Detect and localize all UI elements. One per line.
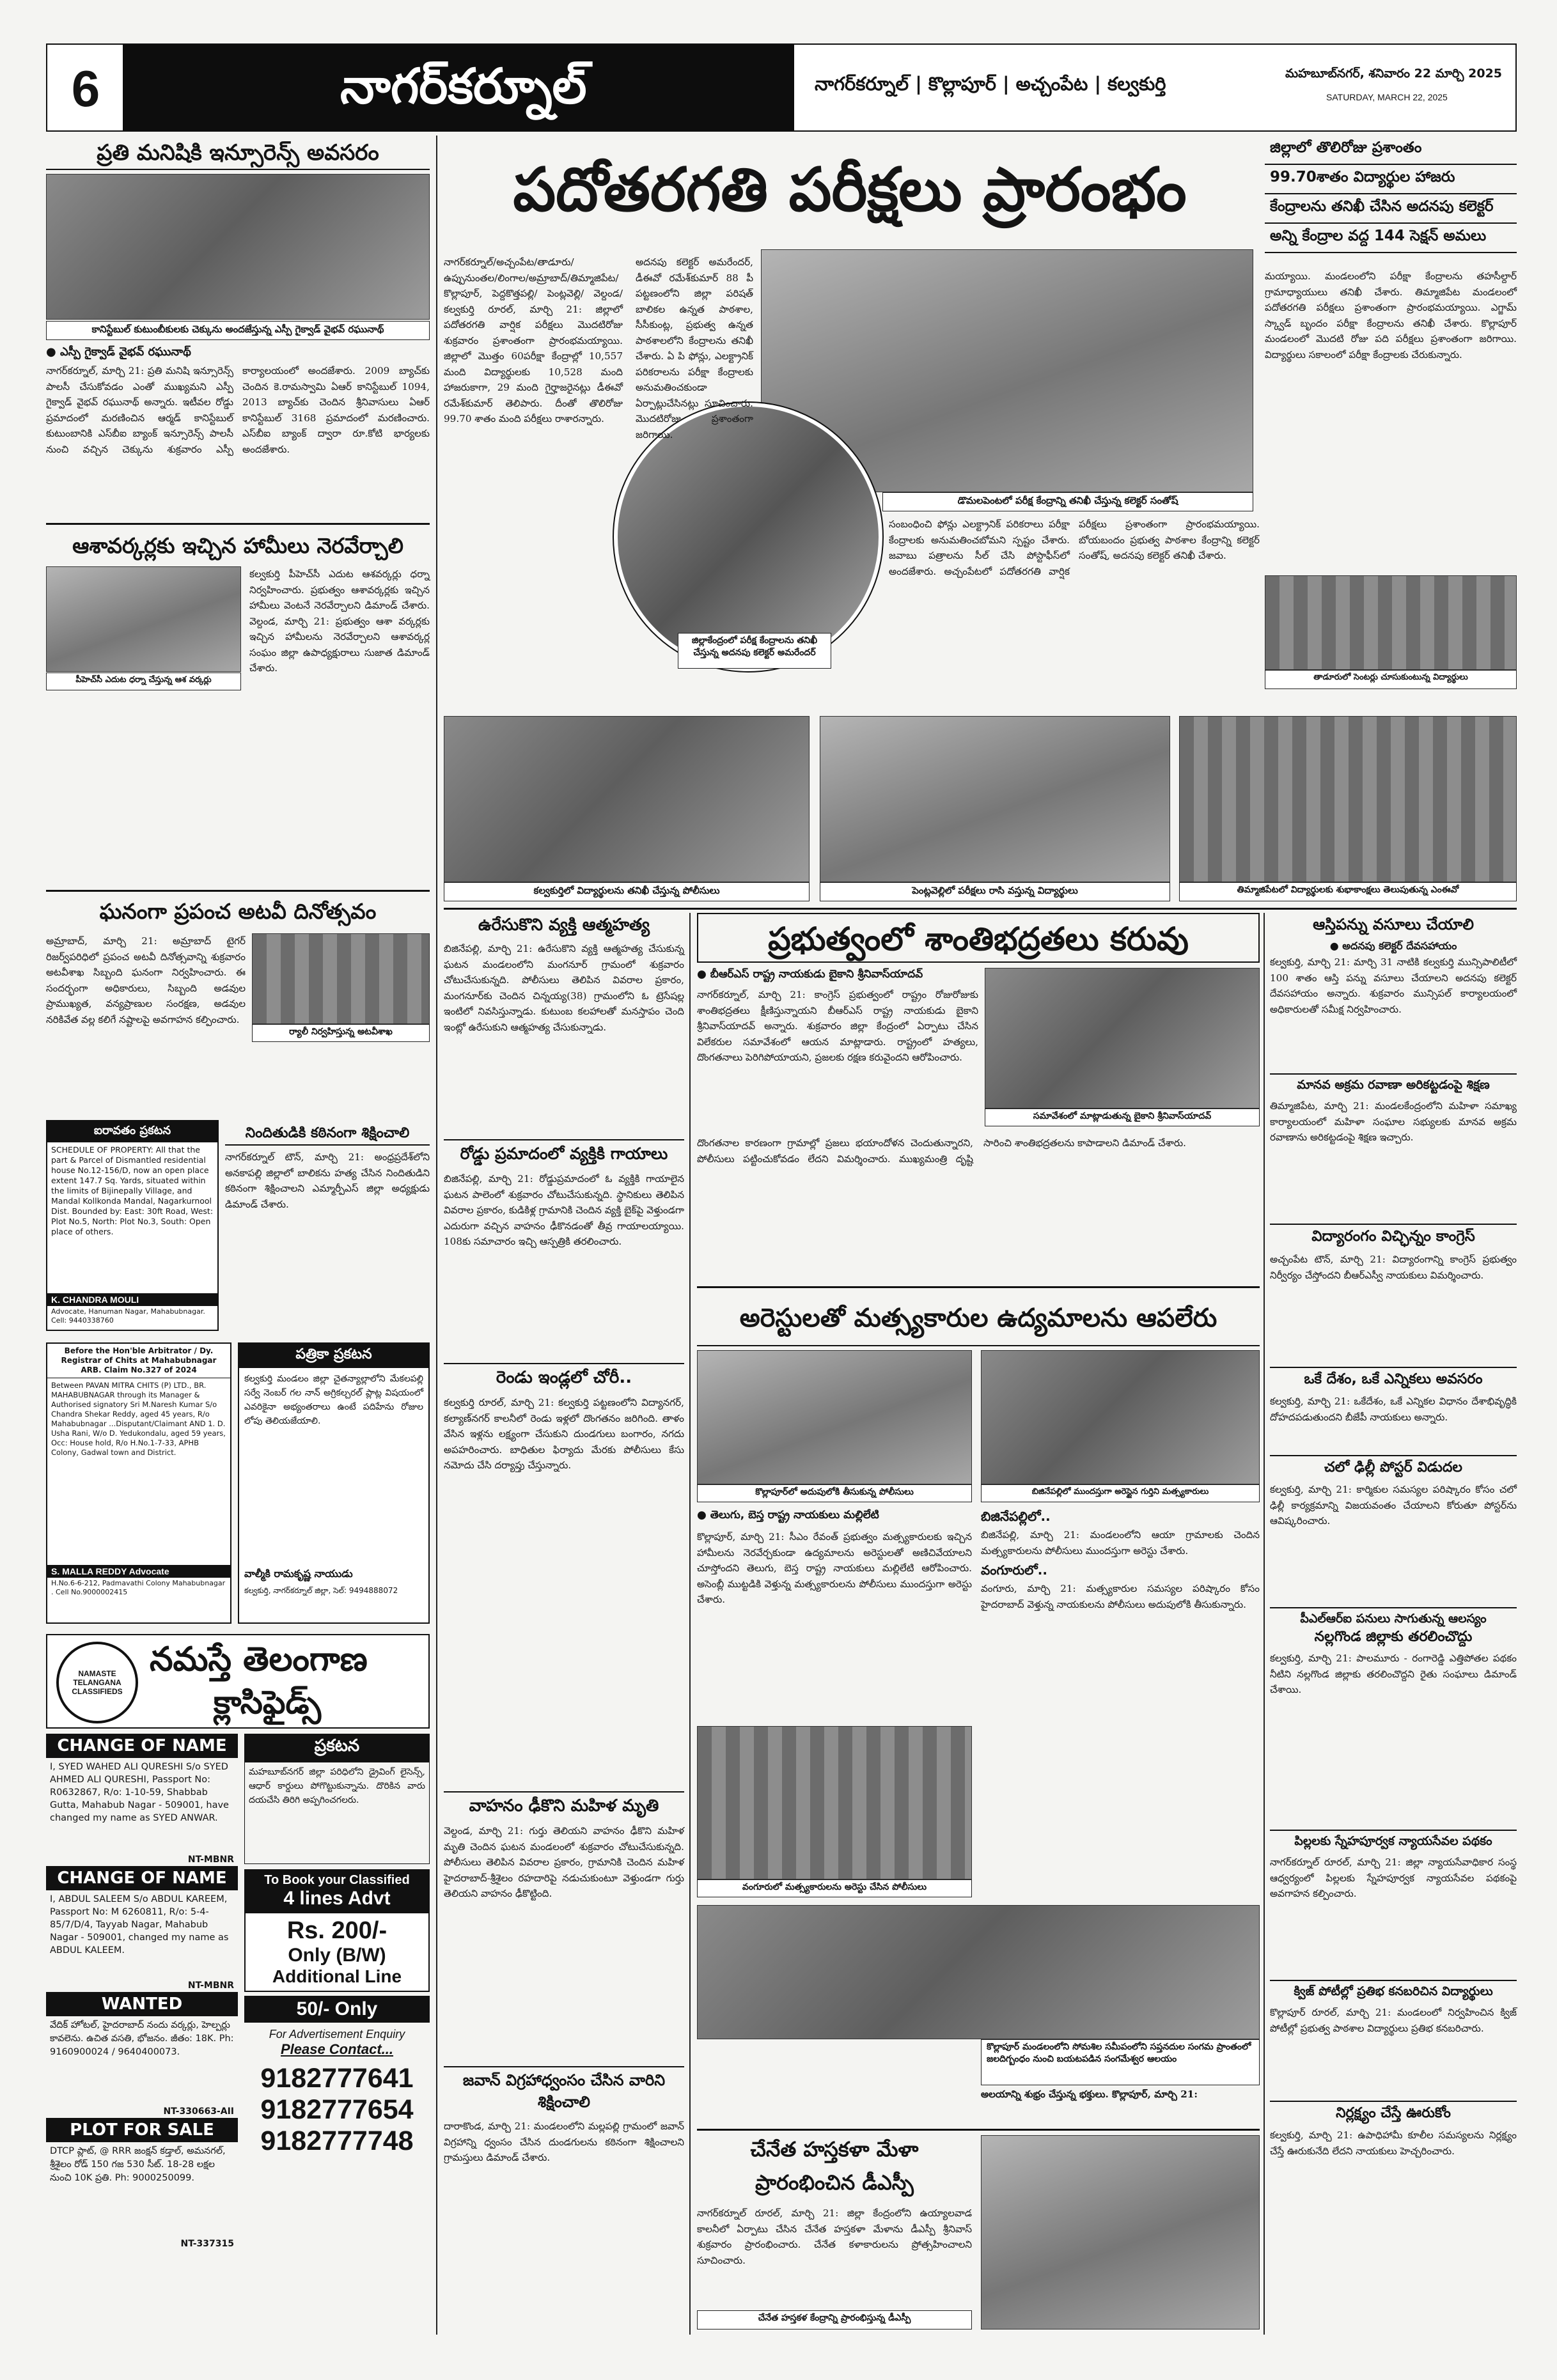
headline: నిందితుడికి కఠినంగా శిక్షించాలి xyxy=(225,1120,430,1146)
patrika-sign-sub: కల్వకుర్తి, నాగర్‌కర్నూల్ జిల్లా, సెల్: 9494888072 xyxy=(244,1586,398,1595)
s4-body: వెల్దండ, మార్చి 21: గుర్తు తెలియని వాహనం ఢీకొని మహిళ మృతి చెందిన ఘటన మండలంలో శుక్రవారం చోటుచేసుకున్నది. పోలీసులు తెలిపిన వివరాల ప్రకారం, గ్రామానికి చెందిన మహిళ హైదరాబాద్-శ్రీశైలం రహదారిపై నడుచుకుంటూ వెళ్తుండగా గుర్తు తెలియని వాహనం ఢీకొట్టింది. xyxy=(444,1825,684,1899)
price-box xyxy=(244,1913,430,1992)
change1-tag: NT-MBNR xyxy=(187,1855,234,1865)
contact: Please Contact... xyxy=(280,2041,394,2057)
s3-body: కల్వకుర్తి రూరల్, మార్చి 21: కల్వకుర్తి పట్టణంలోని విద్యానగర్, కల్యాణ్‌నగర్ కాలనీలో రెండు ఇళ్లలో దొంగతనం జరిగింది. తాళం వేసిన ఇళ్లను లక్ష్యంగా చేసుకుని దుండగులు బంగారం, నగదు అపహరించారు. బాధితుల ఫిర్యాదు మేరకు పోలీసులు కేసు నమోదు చేసి దర్యాప్తు చేస్తున్నారు. xyxy=(444,1397,684,1471)
lead-body-col2: సంబంధించి ఫోన్లు ఎలక్ట్రానిక్ పరికరాలు పరీక్షా కేంద్రాలకు అనుమతించబోమని స్పష్టం చేశారు. జవాబు పత్రాలను సీల్ చేసి పోస్టాఫీస్‌లో అందజేశారు. అచ్చంపేటలో పదోతరగతి వార్షిక పరీక్షలు ప్రశాంతంగా ప్రారంభమయ్యాయి. బోయబందం ప్రభుత్వ పాఠశాల కేంద్రాన్ని కలెక్టర్ సంతోష్, అదనపు కలెక్టర్ తనిఖీ చేశారు. xyxy=(889,518,1260,577)
classifieds-logo xyxy=(56,1642,138,1723)
lead-dateline: నాగర్‌కర్నూల్/అచ్చంపేట/తాడూరు/ఉప్పునుంతల/లింగాల/అమ్రాబాద్/తిమ్మాజిపేట/కొల్లాపూర్, పెద్దకొత్తపల్లి/ పెంట్లవెల్లి/ వెల్దండ/కల్వకుర్తి రూరల్, మార్చి 21: జిల్లాలో పదోతరగతి వార్షిక పరీక్షలు మొదటిరోజు శుక్రవారం ప్రశాంతంగా ప్రారంభమయ్యాయి. జిల్లాలో మొత్తం 60పరీక్షా కేంద్రాల్లో 10,557 మంది విద్యార్థులకు 10,528 మంది హాజరుకాగా, 29 మంది గైర్హాజరైనట్లు డీఈవో రమేశ్‌కుమార్ తెలిపారు. దీంతో తొలిరోజు 99.70 శాతం మంది పరీక్షలు రాశారన్నారు. xyxy=(444,256,623,424)
patrika-sign: వాల్మీకి రామకృష్ణ నాయుడు xyxy=(244,1567,353,1580)
r-s6-sub: నల్లగొండ జిల్లాకు తరలించొద్దు xyxy=(1314,1629,1473,1645)
book-line2: 4 lines Advt xyxy=(283,1888,391,1909)
wanted-head: WANTED xyxy=(46,1992,238,2016)
temple-caption: కొల్లాపూర్ మండలంలోని సోమశిల సమీపంలోని సప్తనదుల సంగమ ప్రాంతంలో జలదిగ్బంధం నుంచి బయటపడిన సంగమేశ్వర ఆలయం xyxy=(981,2039,1260,2085)
booking-box xyxy=(244,1869,430,1913)
classifieds-left-col xyxy=(46,1734,238,2335)
lead-caption-4: కల్వకుర్తిలో విద్యార్థులను తనిఖీ చేస్తున్న పోలీసులు xyxy=(444,882,810,901)
s3-headline: రెండు ఇండ్లలో చోరీ.. xyxy=(444,1363,684,1395)
r-s9-headline: నిర్లక్ష్యం చేస్తే ఊరుకోం xyxy=(1270,2101,1517,2127)
sub2-head: వంగూరులో.. xyxy=(981,1562,1047,1578)
r-s3-headline: విద్యారంగం విచ్ఛిన్నం కాంగ్రెస్ xyxy=(1270,1224,1517,1252)
photo-caption: పీహెచ్‌సీ ఎదుట ధర్నా చేస్తున్న ఆశ వర్కర్లు xyxy=(46,673,241,690)
enquiry: For Advertisement Enquiry xyxy=(269,2028,405,2041)
r-s6-body: కల్వకుర్తి, మార్చి 21: పాలమూరు - రంగారెడ్డి ఎత్తిపోతల పథకం నీటిని నల్లగొండ జిల్లాకు తరలించొద్దని రైతు సంఘాలు డిమాండ్ చేశాయి. xyxy=(1270,1653,1517,1695)
r-s5-body: కల్వకుర్తి, మార్చి 21: కార్మికుల సమస్యల పరిష్కారం కోసం చలో ఢిల్లీ కార్యక్రమాన్ని విజయవంతం చేయాలని కోరుతూ పోస్టర్‌ను ఆవిష్కరించారు. xyxy=(1270,1484,1517,1527)
headline: ఆశావర్కర్లకు ఇచ్చిన హామీలు నెరవేర్చాలి xyxy=(72,533,403,558)
brand-title: నమస్తే తెలంగాణ xyxy=(150,1640,368,1679)
book-line1: To Book your Classified xyxy=(264,1873,410,1887)
price1: Rs. 200/- xyxy=(286,1917,387,1944)
r-s4-headline: ఒకే దేశం, ఒకే ఎన్నికలు అవసరం xyxy=(1270,1367,1517,1394)
shanti-byline: ● బీఆర్‌ఎస్ రాష్ట్ర నాయకుడు బైకాని శ్రీనివాస్‌యాదవ్ xyxy=(697,968,923,981)
r-s1-headline: ఆస్తిపన్ను వసూలు చేయాలి xyxy=(1313,915,1474,933)
mid-column xyxy=(444,913,684,2335)
sub2-body: వంగూరు, మార్చి 21: మత్స్యకారుల సమస్యల పరిష్కారం కోసం హైదరాబాద్ వెళ్తున్న నాయకులను పోలీసులు అదుపులోకి తీసుకున్నారు. xyxy=(981,1583,1260,1610)
arrest-body-right xyxy=(981,1509,1260,1721)
phone-3: 9182777748 xyxy=(260,2126,414,2156)
right-column xyxy=(1270,913,1517,2335)
arrest-photo-3 xyxy=(697,1726,972,1879)
r-s1-byline: ● అదనపు కలెక్టర్ దేవసహాయం xyxy=(1329,940,1457,952)
chenetha-photo xyxy=(981,2135,1260,2329)
arrest-photo-1 xyxy=(697,1350,972,1484)
lead-caption-2: జిల్లాకేంద్రంలో పరీక్ష కేంద్రాలను తనిఖీ చేస్తున్న అదనపు కలెక్టర్ అమరేందర్ xyxy=(678,633,831,669)
plot-body: DTCP ప్లాట్, @ RRR జంక్షన్ కడ్తాల్, అమనగల్, శ్రీశైలం రోడ్ 150 గజ 530 సీట్. 18-28 లక్షల నుంచి 10K ప్రతి. Ph: 9000250099. xyxy=(50,2146,226,2183)
photo-caption: ర్యాలీ నిర్వహిస్తున్న అటవీశాఖ xyxy=(252,1024,430,1042)
arb-sign: S. MALLA REDDY Advocate xyxy=(47,1565,230,1578)
price1-sub: Only (B/W) xyxy=(288,1945,386,1966)
arb-sign-sub: H.No.6-6-212, Padmavathi Colony Mahabubnagar . Cell No.9000002415 xyxy=(51,1579,226,1596)
wanted-body: వేదిక్ హోటల్, హైదరాబాద్ నందు వర్కర్లు, హెల్పర్లు కావలెను. ఉచిత వసతి, భోజనం. జీతం: 18K. Ph: 9160900024 / 9640400073. xyxy=(50,2020,234,2057)
date-telugu: మహబూబ్‌నగర్, శనివారం 22 మార్చి 2025 xyxy=(1285,66,1503,81)
date-english: SATURDAY, MARCH 22, 2025 xyxy=(1326,92,1448,102)
legal-notice-box xyxy=(46,1120,219,1331)
shanti-headline: ప్రభుత్వంలో శాంతిభద్రతలు కరువు xyxy=(697,913,1260,963)
chenetha-headline: చేనేత హస్తకళా మేళా ప్రారంభించిన డీఎస్పీ xyxy=(750,2137,919,2195)
headline: ప్రతి మనిషికి ఇన్సూరెన్స్ అవసరం xyxy=(46,136,430,170)
lead-caption-1: డొమలపెంటలో పరీక్ష కేంద్రాన్ని తనిఖీ చేస్తున్న కలెక్టర్ సంతోష్ xyxy=(882,492,1253,511)
lead-photo-thimmajipet xyxy=(1179,716,1517,882)
bullet-3: కేంద్రాలను తనిఖీ చేసిన అదనపు కలెక్టర్ xyxy=(1265,194,1517,224)
bullet-4: అన్ని కేంద్రాల వద్ద 144 సెక్షన్ అమలు xyxy=(1265,224,1517,253)
lead-photo-taduru xyxy=(1265,575,1517,670)
lead-body-right: మయ్యాయి. మండలంలోని పరీక్షా కేంద్రాలను తహసీల్దార్ గ్రామాధ్యాయులు తనిఖీ చేశారు. తిమ్మాజిపేట మండలంలో పదోతరగతి పరీక్షలు ప్రశాంతంగా ప్రారంభమయ్యాయి. ఎగ్జామ్ స్క్వాడ్ బృందం పరీక్షా కేంద్రాలను తనిఖీ చేశారు. కొల్లాపూర్ మండలంలో మొదటి రోజు పది పరీక్షలు ప్రశాంతంగా జరిగాయి. విద్యార్థులు సకాలంలో పరీక్షా కేంద్రాలకు చేరుకున్నారు. xyxy=(1265,270,1517,361)
patrika-head: పత్రికా ప్రకటన xyxy=(239,1344,428,1368)
brand-sub: క్లాసిఫైడ్స్ xyxy=(214,1684,322,1721)
phone-1: 9182777641 xyxy=(260,2063,414,2094)
arrest-byline: ● తెలుగు, బెస్త రాష్ట్ర నాయకులు మల్లిలేటి xyxy=(697,1509,879,1521)
logo-text: NAMASTE TELANGANA CLASSIFIEDS xyxy=(72,1669,123,1696)
change1-head: CHANGE OF NAME xyxy=(46,1734,238,1758)
lead-caption-6: తిమ్మాజిపేటలో విద్యార్థులకు శుభాకాంక్షలు తెలుపుతున్న ఎంఈవో xyxy=(1179,882,1517,901)
notice-body: SCHEDULE OF PROPERTY: All that the part & Parcel of Dismantled residential house No.12-156/D, now an open place extent 147.7 Sq. Yards, situated within the limits of Bijinepally Village, and Mandal Kollkonda Mandal, Nagarkurnool Dist. Bounded by: East: 30ft Road, West: Plot No.5, North: Plot No.3, South: Open place of others. xyxy=(51,1145,214,1236)
body: నాగర్‌కర్నూల్, మార్చి 21: ప్రతి మనిషి ఇన్సూరెన్స్ పాలసీ చేసుకోవడం ఎంతో ముఖ్యమని ఎస్పీ గైక్వాడ్ వైభవ్ రఘునాథ్ అన్నారు. ఇటీవల రోడ్డు ప్రమాదంలో మరణించిన ఆర్మడ్ కానిస్టేబుల్ కుటుంబానికి ఎస్‌బీఐ బ్యాంక్ ఇన్సూరెన్స్ పాలసీ నుంచి వచ్చిన చెక్కును శుక్రవారం ఎస్పీ కార్యాలయంలో అందజేశారు. 2009 బ్యాచ్‌కు చెందిన కె.రామస్వామి ఏఆర్ కానిస్టేబుల్ 1094, 2013 బ్యాచ్‌కు చెందిన శ్రీనివాసులు ఏఆర్ కానిస్టేబుల్ 3168 ప్రమాదంలో మరణించారు. ఎస్‌బీఐ బ్యాంక్ ద్వారా రూ.కోటి భార్యలకు అందజేశారు. xyxy=(46,365,430,455)
r-s9-body: కల్వకుర్తి, మార్చి 21: ఉపాధిహామీ కూలీల సమస్యలను నిర్లక్ష్యం చేస్తే ఊరుకునేది లేదని నాయకులు హెచ్చరించారు. xyxy=(1270,2129,1517,2157)
story-forest-day xyxy=(46,894,430,1117)
arrest-headline: అరెస్టులతో మత్స్యకారుల ఉద్యమాలను ఆపలేరు xyxy=(697,1290,1260,1346)
body: నాగర్‌కర్నూల్ టౌన్, మార్చి 21: అంధ్రప్రదేశ్‌లోని అనకాపల్లి జిల్లాలో బాలికను హత్య చేసిన నిందితుడిని కఠినంగా శిక్షించాలని ఎమ్మార్పీఎస్ జిల్లా అధ్యక్షుడు డిమాండ్ చేశారు. xyxy=(225,1151,430,1210)
lead-photo-pentlavelli xyxy=(820,716,1170,882)
byline: ● ఎస్పీ గైక్వాడ్ వైభవ్ రఘునాథ్ xyxy=(46,345,191,359)
patrika-body: కల్వకుర్తి మండలం జిల్లా చైతన్యాల్లాలోని మేకలపల్లి సర్వే నెంబర్ గల నాన్ అగ్రికల్చరల్ ప్లాట్ల విషయంలో ఎవరికైనా అభ్యంతరాలు ఉంటే పదిహేను రోజుల లోపు తెలియజేయాలి. xyxy=(244,1374,423,1426)
temple-body: అలయాన్ని శుభ్రం చేస్తున్న భక్తులు. కొల్లాపూర్, మార్చి 21: xyxy=(981,2088,1198,2100)
s2-body: బిజినేపల్లి, మార్చి 21: రోడ్డుప్రమాదంలో ఓ వ్యక్తికి గాయాలైన ఘటన పాలెంలో శుక్రవారం చోటుచేసుకున్నది. స్థానికులు తెలిపిన వివరాల ప్రకారం, కుడికిళ్ల గ్రామానికి చెందిన వ్యక్తి బైక్‌పై వెళ్తుండగా ఎదురుగా వచ్చిన వాహనం ఢీకొనడంతో తీవ్ర గాయాలయ్యాయి. 108కు సమాచారం ఇచ్చి ఆస్పత్రికి తరలించారు. xyxy=(444,1173,684,1247)
section-title: నాగర్‌కర్నూల్ xyxy=(340,58,587,114)
arrest-body: కొల్లాపూర్, మార్చి 21: సీఎం రేవంత్ ప్రభుత్వం మత్స్యకారులకు ఇచ్చిన హామీలను నెరవేర్చకుండా ఉద్యమాలను అరెస్టులతో అణిచివేయాలని చూస్తోందని తెలుగు, బెస్త రాష్ట్ర నాయకులు మల్లిలేటి ఆరోపించారు. అసెంబ్లీ ముట్టడికి వెళ్తున్న మత్స్యకారులను పోలీసులు ముందస్తుగా అరెస్టు చేశారు. xyxy=(697,1531,972,1605)
lead-caption-3: తాడూరులో సెంటర్లు చూసుకుంటున్న విద్యార్థులు xyxy=(1265,670,1517,689)
s5-body: దారాకొండ, మార్చి 21: మండలంలోని మల్లపల్లి గ్రామంలో జవాన్ విగ్రహాన్ని ధ్వంసం చేసిన దుండగులను కఠినంగా శిక్షించాలని గ్రామస్తులు డిమాండ్ చేశారు. xyxy=(444,2120,684,2163)
plot-tag: NT-337315 xyxy=(180,2239,234,2249)
change2-head: CHANGE OF NAME xyxy=(46,1866,238,1890)
s1-body: బిజినేపల్లి, మార్చి 21: ఉరేసుకొని వ్యక్తి ఆత్మహత్య చేసుకున్న ఘటన మండలంలోని మంగనూర్ గ్రామంలో శుక్రవారం చోటుచేసుకున్నది. పోలీసులు తెలిపిన వివరాల ప్రకారం, మంగనూర్‌కు చెందిన చిన్నయ్య(38) గ్రామంలోని ఓ ట్రెసేషల్ల ఇంటిలో నివసిస్తున్నాడు. కుటుంబ కలహాలతో మనస్తాపం చెంది ఇంట్లో ఉరేసుకుని ఆత్మహత్య చేసుకున్నాడు. xyxy=(444,943,684,1033)
dharna-photo xyxy=(46,566,241,672)
body: కల్వకుర్తి పీహెచ్‌సీ ఎదుట ఆశవర్కర్లు ధర్నా నిర్వహించారు. ప్రభుత్వం ఆశావర్కర్లకు ఇచ్చిన హామీలు వెంటనే నెరవేర్చాలని డిమాండ్ చేశారు. వెల్దండ, మార్చి 21: ప్రభుత్వం ఆశా వర్కర్లకు ఇచ్చిన హామీలను నెరవేర్చాలని ఆశావర్కర్ల సంఘం జిల్లా ఉపాధ్యక్షురాలు సుజాత డిమాండ్ చేశారు. xyxy=(249,568,430,674)
s1-headline: ఉరేసుకొని వ్యక్తి ఆత్మహత్య xyxy=(478,915,650,935)
shanti-caption: సమావేశంలో మాట్లాడుతున్న బైకాని శ్రీనివాస్‌యాదవ్ xyxy=(985,1108,1260,1126)
rally-photo xyxy=(252,933,430,1024)
lead-bullets xyxy=(1265,136,1517,263)
body: అమ్రాబాద్, మార్చి 21: అమ్రాబాద్ టైగర్ రిజర్వ్‌పరిధిలో ప్రపంచ అటవీ దినోత్సవాన్ని శుక్రవారం అటవీశాఖ సిబ్బంది ఘనంగా నిర్వహించారు. ఈ సందర్భంగా అధికారులు, సిబ్బంది అడవుల ప్రాముఖ్యత, వన్యప్రాణుల సంరక్షణ, అడవుల నరికివేత వల్ల కలిగే నష్టాలపై అవగాహన కల్పించారు. xyxy=(46,935,246,1025)
page-number: 6 xyxy=(71,60,100,117)
prakatana-body: మహబూబ్‌నగర్ జిల్లా పరిధిలోని డ్రైవింగ్ లైసెన్స్, ఆధార్ కార్డులు పోగొట్టుకున్నాను. దొరికిన వారు దయచేసి తిరిగి అప్పగించగలరు. xyxy=(244,1762,430,1864)
patrika-notice xyxy=(238,1342,430,1624)
story-asha-workers xyxy=(46,528,430,886)
r-s2-body: తిమ్మాజిపేట, మార్చి 21: మండలకేంద్రంలోని మహిళా సమాఖ్య కార్యాలయంలో మహిళా సంఘాల సభ్యులకు మానవ అక్రమ రవాణాను అరికట్టడంపై శిక్షణ ఇచ్చారు. xyxy=(1270,1100,1517,1143)
s4-headline: వాహనం ఢీకొని మహిళ మృతి xyxy=(444,1791,684,1823)
change2-tag: NT-MBNR xyxy=(187,1980,234,1991)
r-s3-body: అచ్చంపేట టౌన్, మార్చి 21: విద్యారంగాన్ని కాంగ్రెస్ ప్రభుత్వం నిర్వీర్యం చేస్తోందని బీఆర్‌ఎస్వీ నాయకులు విమర్శించారు. xyxy=(1270,1254,1517,1281)
plot-head: PLOT FOR SALE xyxy=(46,2118,238,2142)
arrest-caption-2: బిజినేపల్లిలో ముందస్తుగా అరెస్టైన గుర్తిని మత్స్యకారులు xyxy=(981,1484,1260,1502)
arb-body: Between PAVAN MITRA CHITS (P) LTD., BR. MAHABUBNAGAR through its Manager & Authorised signatory Sri M.Naresh Kumar S/o Chandra Shekar Reddy, aged 45 years, R/o Mahabubnagar ...Disputant/Claimant AND 1. D. Usha Rani, W/o D. Yedukondalu, aged 59 years, Occ: House hold, R/o H.No.1-7-33, APHB Colony, Gadwal town and District. xyxy=(51,1381,226,1457)
classifieds-banner xyxy=(46,1634,430,1729)
photo-caption: కానిస్టేబుల్ కుటుంబీకులకు చెక్కును అందజేస్తున్న ఎస్పీ గైక్వాడ్ వైభవ్ రఘునాథ్ xyxy=(46,321,430,340)
r-s4-body: కల్వకుర్తి, మార్చి 21: ఒకేదేశం, ఒకే ఎన్నికల విధానం దేశాభివృద్ధికి దోహదపడుతుందని బీజేపీ నాయకులు అన్నారు. xyxy=(1270,1396,1517,1423)
notice-sign: K. CHANDRA MOULI xyxy=(47,1293,217,1306)
masthead xyxy=(46,43,1517,132)
lead-body-mid: అదనపు కలెక్టర్ అమరేందర్, డీఈవో రమేశ్‌కుమార్ 88 పీ పట్టణంలోని జిల్లా పరిషత్ బాలికల ఉన్నత పాఠశాల, సీసీకుంట్ల, ప్రభుత్వ ఉన్నత పాఠశాలలోని కేంద్రాలను తనిఖీ చేశారు. ఏ పి ఫోన్లు, ఎలక్ట్రానిక్ పరికరాలను పరీక్షా కేంద్రాలకు అనుమతించకుండా ఏర్పాట్లుచేసినట్లు సూచించారు. మొదటిరోజు ప్రశాంతంగా జరిగాయి. xyxy=(636,256,753,440)
headline: ఘనంగా ప్రపంచ అటవీ దినోత్సవం xyxy=(99,899,377,924)
notice-sign-sub: Advocate, Hanuman Nagar, Mahabubnagar. Cell: 9440338760 xyxy=(51,1307,205,1325)
temple-photo xyxy=(697,1905,1260,2039)
chenetha-caption: చేనేత హస్తకళ కేంద్రాన్ని ప్రారంభిస్తున్న డీఎస్పీ xyxy=(697,2310,972,2329)
arrest-caption-3: వంగూరులో మత్స్యకారులను అరెస్టు చేసిన పోలీసులు xyxy=(697,1879,972,1897)
notice-head: ఐరావతం ప్రకటన xyxy=(47,1121,217,1142)
change2-body: I, ABDUL SALEEM S/o ABDUL KAREEM, Passport No: M 6260811, R/o: 5-4-85/7/D/4, Tayyab Nagar, Mahabub Nagar - 509001, changed my name as ABDUL KALEEM. xyxy=(50,1894,229,1956)
story-justice xyxy=(225,1120,430,1331)
bullet-1: జిల్లాలో తొలిరోజు ప్రశాంతం xyxy=(1265,136,1517,165)
r-s6-headline: పీఎల్‌ఆర్‌ఐ పనులు సాగుతున్న ఆలస్యం xyxy=(1270,1607,1517,1629)
sub1-head: బిజినేపల్లిలో.. xyxy=(981,1509,1051,1524)
arrest-photo-2 xyxy=(981,1350,1260,1484)
r-s2-headline: మానవ అక్రమ రవాణా అరికట్టడంపై శిక్షణ xyxy=(1270,1073,1517,1098)
cheque-photo xyxy=(46,174,430,320)
district-list: నాగర్‌కర్నూల్ | కొల్లాపూర్ | అచ్చంపేట | కల్వకుర్తి xyxy=(815,73,1166,95)
r-s5-headline: చలో ఢిల్లీ పోస్టర్ విడుదల xyxy=(1270,1455,1517,1482)
prakatana-head: ప్రకటన xyxy=(244,1734,430,1762)
section-title-bar xyxy=(123,45,794,130)
bullet-2: 99.70శాతం విద్యార్థుల హాజరు xyxy=(1265,165,1517,194)
lead-headline: పదోతరగతి పరీక్షలు ప్రారంభం xyxy=(513,155,1187,225)
arbitration-notice xyxy=(46,1342,231,1624)
shanti-body: నాగర్‌కర్నూల్, మార్చి 21: కాంగ్రెస్ ప్రభుత్వంలో రాష్ట్రం రోజురోజుకు శాంతిభద్రతలు క్షీణిస్తున్నాయని బీఆర్‌ఎస్ రాష్ట్ర నాయకుడు బైకాని శ్రీనివాస్‌యాదవ్ అన్నారు. శుక్రవారం జిల్లా కేంద్రంలో ఏర్పాటు చేసిన విలేకరుల సమావేశంలో ఆయన మాట్లాడారు. రాష్ట్రంలో హత్యలు, దొంగతనాలు పెరిగిపోయాయని, ప్రజలకు రక్షణ కరువైందని ఆరోపించారు. xyxy=(697,989,978,1063)
r-s8-headline: క్విజ్ పోటీల్లో ప్రతిభ కనబరిచిన విద్యార్థులు xyxy=(1270,1980,1517,2005)
r-s1-body: కల్వకుర్తి, మార్చి 21: మార్చి 31 నాటికి కల్వకుర్తి మున్సిపాలిటీలో 100 శాతం ఆస్తి పన్ను వసూలు చేయాలని అదనపు కలెక్టర్ దేవసహాయం అన్నారు. శుక్రవారం మున్సిపల్ కార్యాలయంలో అధికారులతో సమీక్ష నిర్వహించారు. xyxy=(1270,956,1517,1015)
r-s7-body: నాగర్‌కర్నూల్ రూరల్, మార్చి 21: జిల్లా న్యాయసేవాధికార సంస్థ ఆధ్వర్యంలో పిల్లలకు స్నేహపూర్వక న్యాయసేవల పథకంపై అవగాహన కల్పించారు. xyxy=(1270,1856,1517,1899)
price1-sub2: Additional Line xyxy=(272,1966,402,1986)
story-insurance xyxy=(46,136,430,519)
s5-headline: జవాన్ విగ్రహాధ్వంసం చేసిన వారిని శిక్షించాలి xyxy=(444,2066,684,2119)
phone-2: 9182777654 xyxy=(260,2094,414,2125)
price2: 50/- Only xyxy=(244,1996,430,2023)
wanted-tag: NT-330663-AII xyxy=(163,2106,234,2117)
change1-body: I, SYED WAHED ALI QURESHI S/o SYED AHMED ALI QURESHI, Passport No: R0632867, R/o: 1-10-59, Shabbab Gutta, Mahabub Nagar - 509001, have changed my name as SYED ANWAR. xyxy=(50,1762,229,1823)
lead-caption-5: పెంట్లవెల్లిలో పరీక్షలు రాసి వస్తున్న విద్యార్థులు xyxy=(820,882,1170,901)
r-s7-headline: పిల్లలకు స్నేహపూర్వక న్యాయసేవల పథకం xyxy=(1270,1830,1517,1855)
shanti-photo xyxy=(985,968,1260,1108)
sub1-body: బిజినేపల్లి, మార్చి 21: మండలంలోని ఆయా గ్రామాలకు చెందిన మత్స్యకారులను పోలీసులు ముందస్తుగా అరెస్టు చేశారు. xyxy=(981,1529,1260,1557)
shanti-body2: దొంగతనాల కారణంగా గ్రామాల్లో ప్రజలు భయాందోళన చెందుతున్నారని, పోలీసులు పట్టించుకోవడం లేదని విమర్శించారు. ముఖ్యమంత్రి దృష్టి సారించి శాంతిభద్రతలను కాపాడాలని డిమాండ్ చేశారు. xyxy=(697,1137,1186,1165)
r-s8-body: కొల్లాపూర్ రూరల్, మార్చి 21: మండలంలో నిర్వహించిన క్విజ్ పోటీల్లో ప్రభుత్వ పాఠశాల విద్యార్థులు ప్రతిభ కనబరిచారు. xyxy=(1270,2007,1517,2034)
arrest-caption-1: కొల్లాపూర్‌లో అదుపులోకి తీసుకున్న పోలీసులు xyxy=(697,1484,972,1502)
arb-head: Before the Hon'ble Arbitrator / Dy. Registrar of Chits at Mahabubnagar ARB. Claim No.327 of 2024 xyxy=(47,1344,230,1378)
s2-headline: రోడ్డు ప్రమాదంలో వ్యక్తికి గాయాలు xyxy=(444,1139,684,1171)
chenetha-body: నాగర్‌కర్నూల్ రూరల్, మార్చి 21: జిల్లా కేంద్రంలోని ఉయ్యాలవాడ కాలనీలో ఏర్పాటు చేసిన చేనేత హస్తకళా మేళాను డీఎస్పీ శ్రీనివాస్ శుక్రవారం ప్రారంభించారు. చేనేత కళాకారులను ప్రోత్సహించాలని సూచించారు. xyxy=(697,2207,972,2266)
lead-photo-kalwakurthy xyxy=(444,716,810,882)
classifieds-right-col xyxy=(244,1734,430,2335)
lead-photo-circle xyxy=(614,403,882,671)
